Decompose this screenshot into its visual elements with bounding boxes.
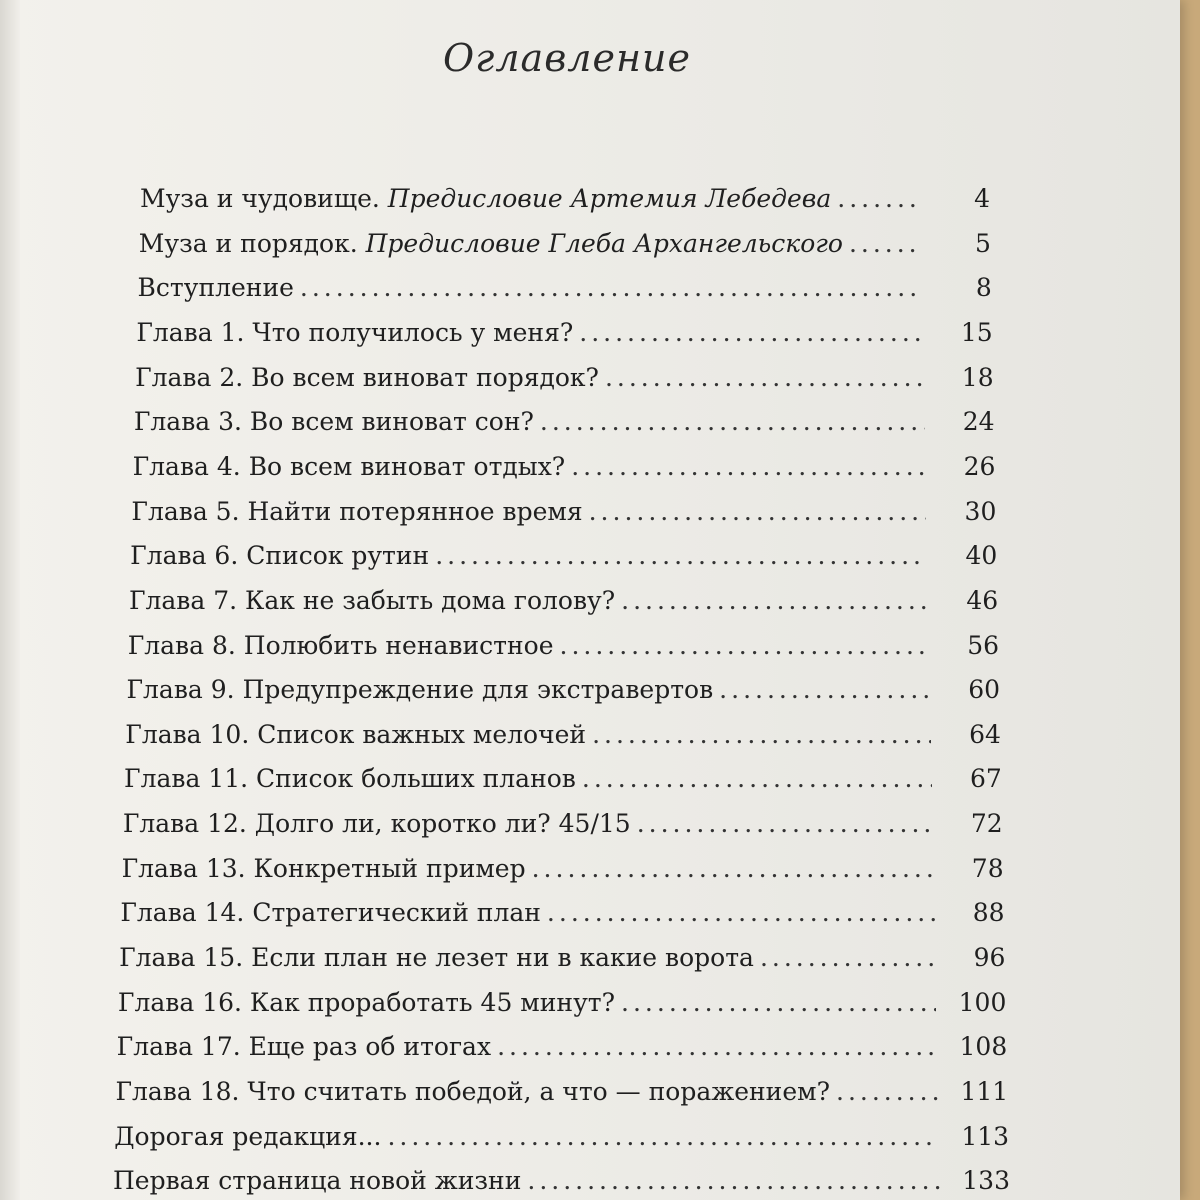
toc-entry-page: 26: [963, 451, 996, 481]
toc-dot-leader: [760, 943, 935, 972]
toc-dot-leader: [849, 229, 921, 258]
toc-dot-leader: [560, 631, 930, 660]
toc-entry: [114, 1122, 1009, 1162]
toc-entry-page: 30: [964, 496, 997, 526]
toc-entry: [117, 1032, 1008, 1072]
toc-entry-title-text: Глава 15. Если план не лезет ни в какие ворота: [119, 943, 754, 973]
toc-entry-page: 72: [970, 809, 1003, 839]
toc-entry-title: [130, 541, 429, 570]
toc-dot-leader: [605, 363, 924, 392]
toc-entry-title-text: Глава 17. Еще раз об итогах: [116, 1032, 492, 1062]
toc-dot-leader: [837, 184, 920, 213]
toc-entry-title: [118, 988, 615, 1017]
toc-entry-title-text: Глава 12. Долго ли, коротко ли? 45/15: [122, 809, 631, 839]
toc-entry-title: [139, 229, 843, 258]
toc-entry-page: 133: [962, 1166, 1010, 1196]
toc-entry-title: [113, 1166, 521, 1195]
toc-entry: [140, 184, 990, 224]
toc-entry-title-text: Вступление: [137, 273, 294, 303]
toc-entry: [127, 675, 1001, 715]
toc-entry: [119, 943, 1005, 983]
toc-entry: [139, 229, 991, 269]
toc-entry-title: [115, 1077, 830, 1106]
toc-entry-page: 5: [974, 228, 991, 258]
toc-entry-title: [114, 1122, 381, 1151]
toc-dot-leader: [589, 497, 927, 526]
toc-entry-title-text: Глава 18. Что считать победой, а что — поражением?: [115, 1077, 830, 1106]
toc-entry: [118, 988, 1006, 1028]
toc-entry-page: 40: [965, 541, 998, 571]
toc-entry-page: 46: [966, 585, 999, 615]
toc-entry-title: [117, 1032, 491, 1061]
toc-entry-page: 4: [974, 184, 990, 213]
toc-entry-title-text: Глава 4. Во всем виноват отдых?: [132, 451, 566, 481]
toc-dot-leader: [540, 407, 925, 436]
toc-entry: [135, 363, 994, 403]
toc-dot-leader: [579, 318, 922, 347]
toc-entry-page: 78: [971, 853, 1004, 883]
toc-dot-leader: [527, 1166, 940, 1195]
toc-entry: [136, 318, 992, 358]
toc-entry: [122, 854, 1004, 894]
toc-entry: [138, 273, 992, 313]
toc-entry-title: [136, 318, 573, 347]
toc-entry-page: 15: [960, 317, 993, 347]
toc-entry-title-text: Муза и порядок.: [138, 228, 366, 258]
toc-entry-title-text: Глава 9. Предупреждение для экстравертов: [126, 675, 714, 705]
toc-entry-title: [129, 586, 615, 615]
toc-entry-title-text: Муза и чудовище.: [140, 184, 388, 213]
toc-entry-page: 100: [958, 987, 1007, 1017]
toc-entry-title-text: Глава 7. Как не забыть дома голову?: [128, 585, 616, 615]
toc-entry-title-text: Глава 13. Конкретный пример: [121, 853, 526, 883]
toc-entry-title: [134, 407, 534, 436]
toc-entry-title: [123, 809, 631, 838]
toc-entry-title-text: Глава 6. Список рутин: [130, 541, 430, 571]
toc-entry-title: [138, 273, 294, 302]
toc-entry-title-text: Глава 2. Во всем виноват порядок?: [135, 362, 599, 392]
toc-entry: [131, 497, 996, 537]
toc-entry-title-text: Глава 1. Что получилось у меня?: [136, 317, 574, 347]
toc-entry: [130, 541, 997, 581]
toc-entry-page: 56: [967, 630, 1000, 660]
toc-entry-title: [124, 764, 576, 793]
toc-dot-leader: [547, 898, 935, 927]
toc-dot-leader: [582, 764, 932, 793]
toc-dot-leader: [387, 1122, 939, 1151]
toc-entry-page: 88: [972, 898, 1005, 928]
toc-entry-subtitle: Предисловие Артемия Лебедева: [387, 184, 832, 213]
toc-entry-page: 24: [962, 407, 995, 437]
toc-entry-title: [133, 452, 566, 481]
toc-entry-title-text: Глава 11. Список больших планов: [124, 764, 576, 794]
toc-entry: [123, 809, 1003, 849]
toc-dot-leader: [532, 854, 934, 883]
toc-entry: [115, 1077, 1008, 1117]
toc-entry-title-text: Глава 8. Полюбить ненавистное: [127, 630, 554, 660]
toc-dot-leader: [435, 541, 927, 570]
toc-entry-title: [119, 943, 754, 972]
toc-entry-title-text: Дорогая редакция...: [114, 1121, 382, 1151]
toc-entry-page: 113: [961, 1121, 1010, 1151]
toc-entry-page: 96: [973, 943, 1006, 973]
toc-entry-title: [128, 631, 554, 660]
toc-dot-leader: [637, 809, 933, 838]
toc-dot-leader: [592, 720, 931, 749]
toc-entry-title: [131, 497, 582, 526]
toc-entry: [133, 452, 996, 492]
toc-dot-leader: [571, 452, 925, 481]
page-title: Оглавление: [442, 36, 691, 80]
toc-dot-leader: [621, 988, 936, 1017]
toc-entry: [134, 407, 995, 447]
toc-dot-leader: [621, 586, 928, 615]
toc-entry: [124, 764, 1002, 804]
toc-entry-page: 64: [969, 719, 1001, 749]
toc-entry-page: 8: [975, 273, 992, 303]
toc-entry-page: 18: [961, 362, 994, 392]
toc-entry-title: [127, 675, 714, 704]
toc-entry-title-text: Глава 10. Список важных мелочей: [125, 719, 587, 749]
toc-entry-page: 108: [959, 1032, 1008, 1062]
toc-entry-title-text: Глава 16. Как проработать 45 минут?: [117, 987, 616, 1017]
toc-entry: [113, 1166, 1010, 1200]
toc-entry-title-text: Глава 5. Найти потерянное время: [131, 496, 583, 526]
toc-entry: [129, 586, 998, 626]
toc-entry-title: [125, 720, 586, 749]
toc-entry-subtitle: Предисловие Глеба Архангельского: [365, 228, 843, 258]
toc-entry-title-text: Глава 14. Стратегический план: [120, 898, 541, 928]
toc-entry: [128, 631, 999, 671]
toc-entry: [120, 898, 1004, 938]
toc-entry-title: [140, 184, 831, 213]
toc-entry-title: [135, 363, 599, 392]
toc-entry: [125, 720, 1001, 760]
toc-entry-title: [122, 854, 526, 883]
toc-entry-page: 60: [968, 675, 1000, 705]
toc-entry-title-text: Первая страница новой жизни: [113, 1166, 522, 1196]
toc-dot-leader: [497, 1032, 937, 1061]
toc-entry-page: 111: [960, 1077, 1009, 1106]
toc-entry-title-text: Глава 3. Во всем виноват сон?: [133, 407, 534, 437]
toc-dot-leader: [300, 273, 922, 302]
toc-entry-title: [120, 898, 541, 927]
toc-dot-leader: [719, 675, 930, 704]
toc-dot-leader: [836, 1077, 938, 1106]
toc-entry-page: 67: [969, 764, 1002, 794]
